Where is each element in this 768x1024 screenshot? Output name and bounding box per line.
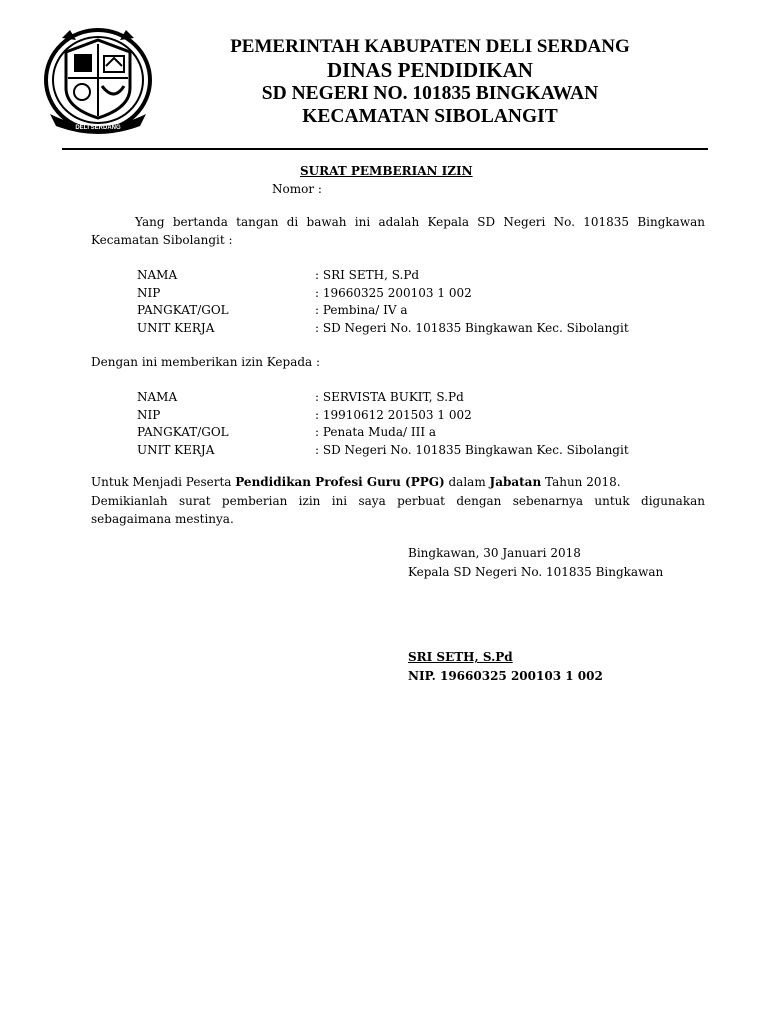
header-line-department: DINAS PENDIDIKAN bbox=[327, 58, 533, 82]
deli-serdang-emblem-icon bbox=[40, 26, 156, 140]
field-value: : Pembina/ IV a bbox=[315, 303, 408, 317]
field-label: PANGKAT/GOL bbox=[137, 425, 229, 439]
field-label: UNIT KERJA bbox=[137, 320, 215, 335]
field-label: NAMA bbox=[137, 268, 178, 282]
field-label: UNIT KERJA bbox=[137, 442, 215, 457]
field-value: : SD Negeri No. 101835 Bingkawan Kec. Sibolangit bbox=[315, 320, 629, 335]
issuer-row-unit bbox=[137, 320, 629, 338]
signature-block-header bbox=[408, 544, 663, 582]
recipient-row-nip bbox=[137, 407, 629, 425]
header-line-school: SD NEGERI NO. 101835 BINGKAWAN bbox=[261, 83, 599, 104]
letterhead bbox=[160, 36, 700, 128]
signer-name: SRI SETH, S.Pd bbox=[408, 650, 513, 664]
issuer-details bbox=[137, 267, 629, 337]
header-line-district: KECAMATAN SIBOLANGIT bbox=[302, 106, 558, 127]
recipient-row-unit bbox=[137, 442, 629, 460]
recipient-details bbox=[137, 389, 629, 459]
header-divider bbox=[62, 148, 708, 150]
field-value: : SD Negeri No. 101835 Bingkawan Kec. Sibolangit bbox=[315, 442, 629, 457]
recipient-row-name bbox=[137, 389, 629, 407]
letter-number: Nomor : bbox=[272, 182, 322, 196]
field-value: : SRI SETH, S.Pd bbox=[315, 268, 420, 282]
issuer-row-nip bbox=[137, 285, 629, 303]
field-value: : Penata Muda/ III a bbox=[315, 425, 437, 439]
recipient-row-rank bbox=[137, 424, 629, 442]
purpose-paragraph bbox=[91, 474, 705, 492]
purpose-year: Tahun 2018. bbox=[541, 475, 621, 489]
signer-nip: NIP. 19660325 200103 1 002 bbox=[408, 669, 603, 683]
field-label: NIP bbox=[137, 407, 161, 422]
field-label: NAMA bbox=[137, 390, 178, 404]
letter-title: SURAT PEMBERIAN IZIN bbox=[300, 164, 473, 178]
field-value: : SERVISTA BUKIT, S.Pd bbox=[315, 390, 464, 404]
field-label: PANGKAT/GOL bbox=[137, 303, 229, 317]
purpose-program: Pendidikan Profesi Guru (PPG) bbox=[235, 475, 445, 489]
field-label: NIP bbox=[137, 285, 161, 300]
logo-text: DELI SERDANG bbox=[75, 125, 121, 131]
grant-intro: Dengan ini memberikan izin Kepada : bbox=[91, 355, 321, 369]
intro-paragraph: Yang bertanda tangan di bawah ini adalah Kepala SD Negeri No. 101835 Bingkawan Kecamatan Sibolangit : bbox=[91, 215, 705, 247]
header-line-government: PEMERINTAH KABUPATEN DELI SERDANG bbox=[230, 36, 630, 57]
issuer-row-name bbox=[137, 267, 629, 285]
purpose-position: Jabatan bbox=[489, 475, 542, 489]
field-value: : 19910612 201503 1 002 bbox=[315, 407, 472, 422]
signer-position: Kepala SD Negeri No. 101835 Bingkawan bbox=[408, 565, 664, 579]
field-value: : 19660325 200103 1 002 bbox=[315, 285, 472, 300]
issuer-row-rank bbox=[137, 302, 629, 320]
purpose-text: Untuk Menjadi Peserta bbox=[91, 475, 236, 489]
closing-paragraph: Demikianlah surat pemberian izin ini saya perbuat dengan sebenarnya untuk digunakan sebagaimana mestinya. bbox=[91, 494, 705, 526]
purpose-text-mid: dalam bbox=[444, 475, 490, 489]
signature-block-footer bbox=[408, 648, 603, 686]
place-date: Bingkawan, 30 Januari 2018 bbox=[408, 546, 581, 560]
